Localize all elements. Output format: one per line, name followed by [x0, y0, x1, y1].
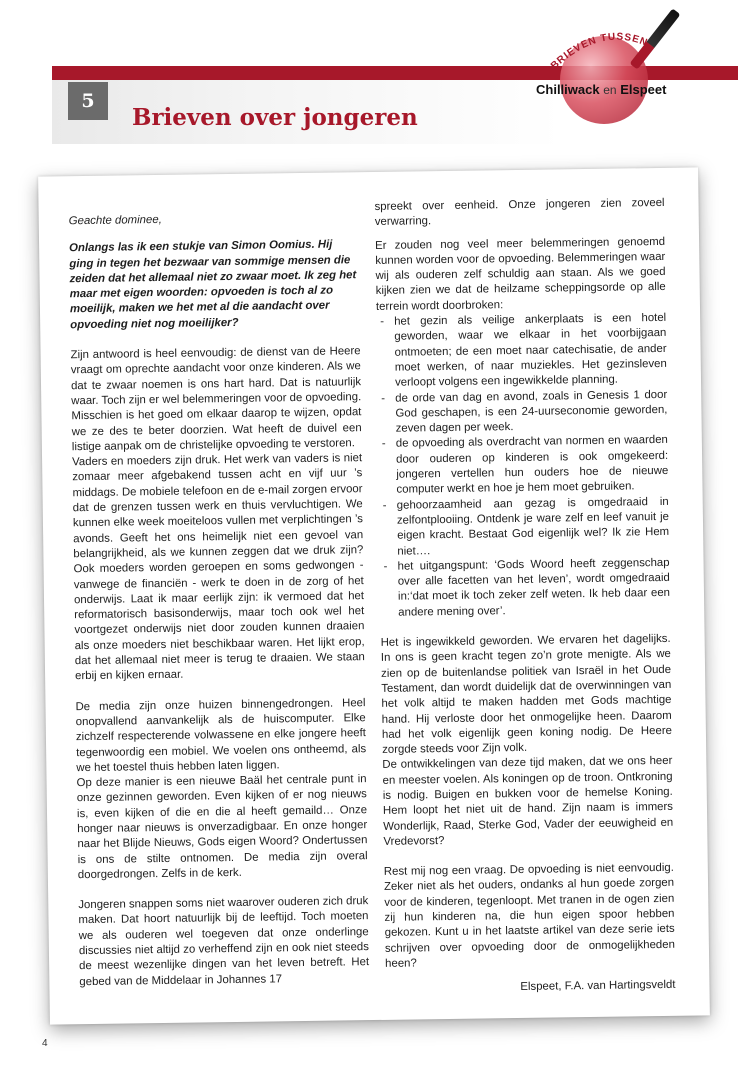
- paragraph: Zijn antwoord is heel eenvoudig: de dienst van de Heere vraagt om oprechte aandacht voor onze kinderen. Als we dat te zwaar noemen is ons hart hard. Dat is natuurlijk waar. Toch zijn er wel belemmeringen voor de opvoeding. Misschien is het goed om elkaar daarop te wijzen, opdat we ze des te beter doorzien. Wat heeft de duivel een listige aanpak om de christelijke opvoeding te verstoren.: [70, 345, 362, 454]
- list-item: - de opvoeding als overdracht van normen en waarden door ouderen op kinderen is ook omgekeerd: jongeren vertellen hun ouders hoe de nieuwe computer werkt en hoe je hem moet gebruiken.: [381, 434, 669, 497]
- logo-place-names: [536, 82, 666, 97]
- letter-intro-question: Onlangs las ik een stukje van Simon Oomius. Hij ging in tegen het bezwaar van sommige mensen die zeiden dat het allemaal niet zo zwaar moet. Ik zeg het maar met eigen woorden: opvoeden is toch al zo moeilijk, maken we het met al die aandacht over opvoeding niet nog moeilijker?: [69, 238, 357, 331]
- page-title: Brieven over jongeren: [132, 104, 418, 131]
- letter-paper: [38, 167, 710, 1024]
- letter-signature: Elspeet, F.A. van Hartingsveldt: [520, 979, 676, 994]
- paragraph: Jongeren snappen soms niet waarover ouderen zich druk maken. Dat hoort natuurlijk bij de leeftijd. Toch moeten we als ouderen wel toegeven dat onze onderlinge discussies niet altijd zo verheffend zijn en ook niet steeds de meest wezenlijke dingen van het leven betreft. Het gebed van de Middelaar in Johannes 17: [78, 895, 370, 988]
- logo-place2: Elspeet: [620, 82, 667, 97]
- svg-text:BRIEVEN TUSSEN: BRIEVEN TUSSEN: [548, 31, 650, 72]
- paragraph: De media zijn onze huizen binnengedrongen. Heel onopvallend aanvankelijk als de huiscomputer. Elke zichzelf respecterende volwassene en elke jongere heeft tegenwoordig een mobiel. We voelen ons ontheemd, als we het toestel thuis hebben laten liggen.: [75, 696, 367, 774]
- paragraph: Rest mij nog een vraag. De opvoeding is niet eenvoudig. Zeker niet als het ouders, ondanks al hun goede zorgen voor de kinderen, tegenloopt. Met tranen in de ogen zien zij hun kinderen na, die hun eigen spoor hebben gekozen. Kunt u in het laatste artikel van deze serie iets schrijven over opvoeding door de onmogelijkheden heen?: [383, 862, 675, 970]
- list-item: - de orde van dag en avond, zoals in Genesis 1 door God geschapen, is een 24-uurseconomie geworden, zeven dagen per week.: [381, 388, 668, 435]
- paragraph: De ontwikkelingen van deze tijd maken, dat we ons heer en meester voelen. Als koningen op de troon. Ontkroning is nodig. Buigen en bukken voor de hemelse Koning. Hem loopt het niet uit de hand. Zijn naam is immers Wonderlijk, Raad, Sterke God, Vader der eeuwigheid en Vredevorst?: [382, 755, 674, 848]
- list-item: - het uitgangspunt: ‘Gods Woord heeft zeggenschap over alle facetten van het leven’, wordt omgedraaid in:‘dat moet ik toch zeker zelf weten. Ik heb daar een andere mening over’.: [383, 556, 671, 619]
- letter-right-column: [374, 196, 675, 998]
- page-number: 4: [42, 1038, 48, 1049]
- list-item: - gehoorzaamheid aan gezag is omgedraaid in zelfontplooiing. Ontdenk je ware zelf en leef vanuit je eigen kracht. Bestaat God eigenlijk wel? Ik zie Hem niet….: [382, 495, 670, 558]
- paragraph: Op deze manier is een nieuwe Baäl het centrale punt in onze gezinnen geworden. Even kijken of er nog nieuws is, even kijken of die en die al heeft gemaild… Onze honger naar nieuws is onverzadigbaar. En onze honger naar het Blijde Nieuws, Gods eigen Woord? Ondertussen is ons de stilte ontnomen. De media zijn overal doorgedrongen. Zelfs in de kerk.: [76, 773, 368, 882]
- letter-left-column: [69, 210, 370, 990]
- list-item: - het gezin als veilige ankerplaats is een hotel geworden, waar we elkaar in het voorbijgaan ontmoeten; de een moet naar catechisatie, de ander moet werken, of naar muziekles. Het gezinsleven verloopt volgens een ingewikkelde planning.: [380, 311, 667, 389]
- paragraph: Vaders en moeders zijn druk. Het werk van vaders is niet zomaar meer afgebakend tussen acht en vijf uur ’s middags. De mobiele telefoon en de e-mail zorgen ervoor dat de grenzen tussen werk en thuis vervluchtigen. We kunnen elke week moeiteloos vullen met verplichtingen ’s avonds. Geeft het ons heimelijk niet een gevoel van belangrijkheid, als we kunnen zeggen dat we druk zijn? Ook moeders worden geroepen en soms gedwongen - vanwege de financiën - werk te doen in de zorg of het onderwijs. Laat ik maar eerlijk zijn: ik vermoed dat het reformatorisch basisonderwijs, maar toch ook wel het voortgezet onderwijs niet door zouden kunnen draaien als onze moeders niet beschikbaar waren. Het lijkt erop, dat het allemaal niet meer is terug te draaien. We staan erbij en kijken ernaar.: [72, 452, 365, 683]
- letter-greeting: Geachte dominee,: [68, 213, 162, 228]
- logo-place1: Chilliwack: [536, 82, 600, 97]
- logo-arc-text: [536, 16, 676, 86]
- paragraph: Er zouden nog veel meer belemmeringen genoemd kunnen worden voor de opvoeding. Belemmeringen waar wij als ouderen zelf schuldig aan staan. Als we goed kijken zien we dat de heilzame scheppingsorde op alle terrein wordt doorbroken:: [375, 235, 666, 313]
- logo-connector: en: [603, 83, 617, 97]
- paragraph: Het is ingewikkeld geworden. We ervaren het dagelijks. In ons is geen kracht tegen zo’n grote menigte. Als we zien op de buitenlandse politiek van Israël in het Oude Testament, dan wordt duidelijk dat de overwinningen van het volk altijd te maken hadden met Gods machtige hand. Hij verloste door het onmogelijke heen. Daarom had het volk eigenlijk geen koning nodig. De Heere zorgde steeds voor Zijn volk.: [380, 632, 672, 756]
- obstacles-list: [376, 311, 670, 621]
- paragraph: spreekt over eenheid. Onze jongeren zien zoveel verwarring.: [374, 196, 665, 229]
- chapter-number-box: 5: [68, 82, 108, 120]
